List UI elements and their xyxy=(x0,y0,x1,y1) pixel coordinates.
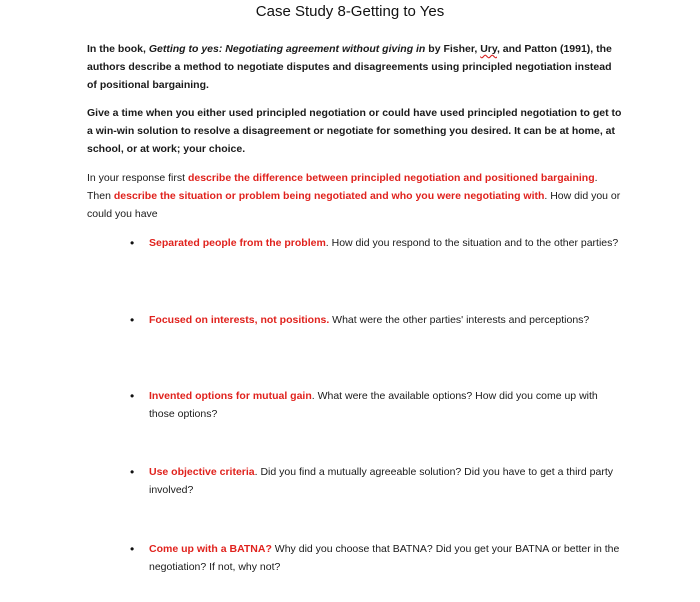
instr-red2: describe the situation or problem being negotiated and who you were negotiating with xyxy=(113,190,545,202)
bullet-icon: • xyxy=(130,389,135,403)
task-paragraph: Give a time when you either used principled negotiation or could have used principled negotiation to get to a win-win solution to resolve a disagreement or negotiate for something you desired. It can be at home, at school, or at work; your choice. xyxy=(87,107,622,155)
bullet-icon: • xyxy=(130,542,135,556)
bullet-icon: • xyxy=(130,236,135,250)
bullet-text: . Did you find a mutually agreeable solution? Did you have to get a third party involved? xyxy=(149,466,614,496)
bullet-highlight: Focused on interests, not positions. xyxy=(149,314,330,326)
instr-part1: In your response first xyxy=(87,172,188,184)
bullet-text: Why did you choose that BATNA? Did you get your BATNA or better in the negotiation? If not, why not? xyxy=(149,543,620,573)
intro-rest: , and Patton (1991), the authors describe a method to negotiate disputes and disagreements using principled negotiation instead of positional bargaining. xyxy=(87,43,612,91)
intro-prefix: In the book, xyxy=(87,43,149,55)
instr-part2: . Then xyxy=(87,172,598,202)
author-ury: Ury xyxy=(480,43,497,55)
intro-paragraph xyxy=(87,40,622,94)
intro-by: by Fisher, xyxy=(425,43,481,55)
instr-part3: . How did you or could you have xyxy=(87,190,621,220)
instr-red1: describe the difference between principled negotiation and positioned bargaining xyxy=(187,172,595,184)
bullet-highlight: Use objective criteria xyxy=(149,466,255,478)
bullet-text: . What were the available options? How did you come up with those options? xyxy=(149,390,598,420)
page-title: Case Study 8-Getting to Yes xyxy=(255,3,445,20)
bullet-icon: • xyxy=(130,465,135,479)
bullet-text: What were the other parties' interests and perceptions? xyxy=(329,314,590,326)
book-title: Getting to yes: Negotiating agreement without giving in xyxy=(148,43,426,55)
bullet-highlight: Come up with a BATNA? xyxy=(149,543,272,555)
bullet-highlight: Separated people from the problem xyxy=(149,237,326,249)
bullet-icon: • xyxy=(130,313,135,327)
bullet-text: . How did you respond to the situation and to the other parties? xyxy=(325,237,619,249)
instructions-paragraph xyxy=(87,169,622,223)
bullet-highlight: Invented options for mutual gain xyxy=(149,390,312,402)
